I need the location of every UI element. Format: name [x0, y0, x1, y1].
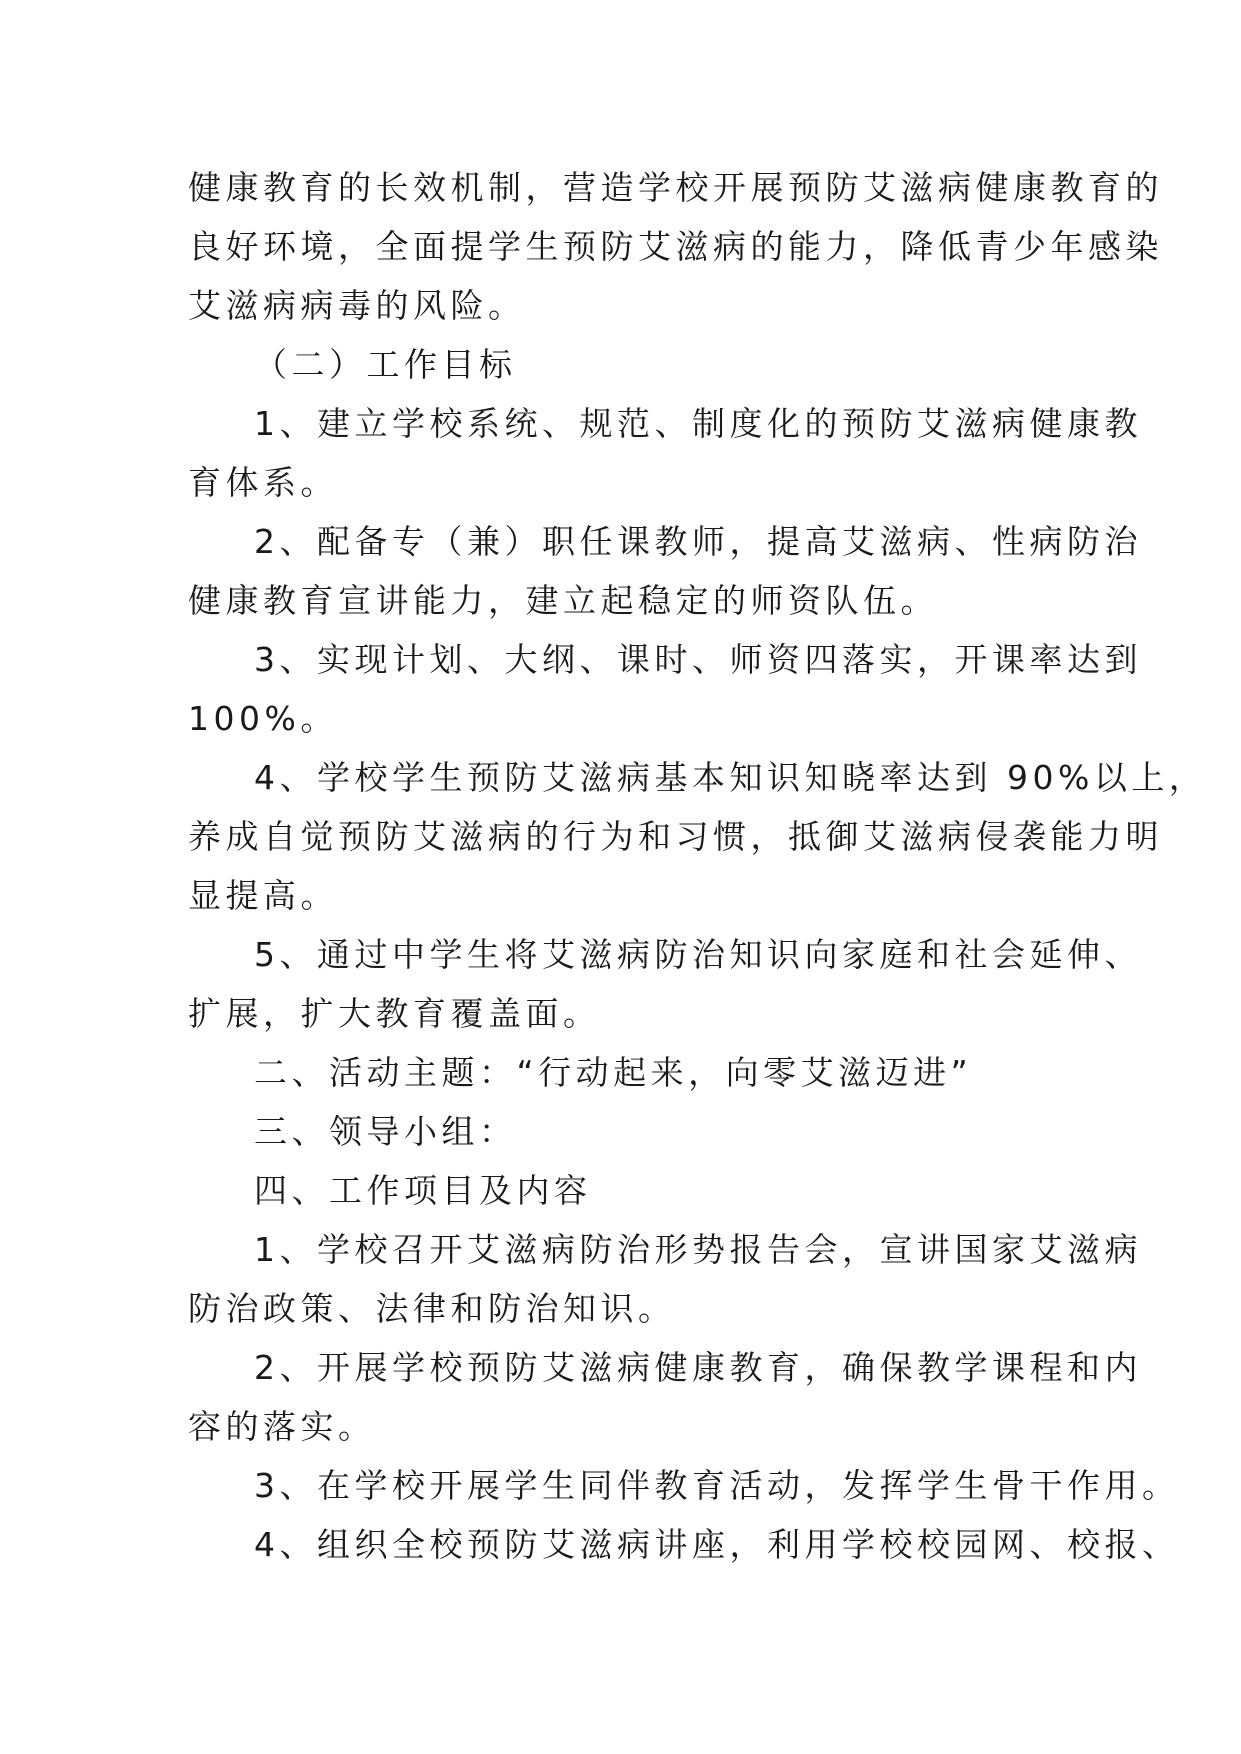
list-item-line: 4、组织全校预防艾滋病讲座，利用学校校园网、校报、	[254, 1525, 1180, 1564]
body-line: 防治政策、法律和防治知识。	[188, 1289, 676, 1328]
body-line: 养成自觉预防艾滋病的行为和习惯，抵御艾滋病侵袭能力明	[188, 817, 1163, 856]
list-item-line: 1、建立学校系统、规范、制度化的预防艾滋病健康教	[254, 404, 1142, 443]
body-line: 容的落实。	[188, 1407, 376, 1446]
list-item-line: 3、实现计划、大纲、课时、师资四落实，开课率达到	[254, 640, 1142, 679]
body-line: 100%。	[188, 699, 338, 738]
list-item-line: 5、通过中学生将艾滋病防治知识向家庭和社会延伸、	[254, 935, 1142, 974]
list-item-line: 1、学校召开艾滋病防治形势报告会，宣讲国家艾滋病	[254, 1230, 1142, 1269]
body-line: 良好环境，全面提学生预防艾滋病的能力，降低青少年感染	[188, 227, 1163, 266]
body-line: 健康教育的长效机制，营造学校开展预防艾滋病健康教育的	[188, 168, 1163, 207]
document-body	[188, 158, 1207, 1574]
body-line: 育体系。	[188, 463, 338, 502]
list-item-line: 2、开展学校预防艾滋病健康教育，确保教学课程和内	[254, 1348, 1142, 1387]
body-line: 艾滋病病毒的风险。	[188, 286, 526, 325]
body-line: 扩展，扩大教育覆盖面。	[188, 994, 601, 1033]
section-heading: （二）工作目标	[254, 345, 517, 384]
section-heading: 三、领导小组：	[254, 1112, 517, 1151]
list-item-line: 4、学校学生预防艾滋病基本知识知晓率达到 90%以上，	[254, 758, 1207, 797]
list-item-line: 2、配备专（兼）职任课教师，提高艾滋病、性病防治	[254, 522, 1142, 561]
section-heading: 四、工作项目及内容	[254, 1171, 592, 1210]
body-line: 健康教育宣讲能力，建立起稳定的师资队伍。	[188, 581, 938, 620]
list-item-line: 3、在学校开展学生同伴教育活动，发挥学生骨干作用。	[254, 1466, 1180, 1505]
section-heading: 二、活动主题：“行动起来，向零艾滋迈进”	[254, 1053, 973, 1092]
body-line: 显提高。	[188, 876, 338, 915]
